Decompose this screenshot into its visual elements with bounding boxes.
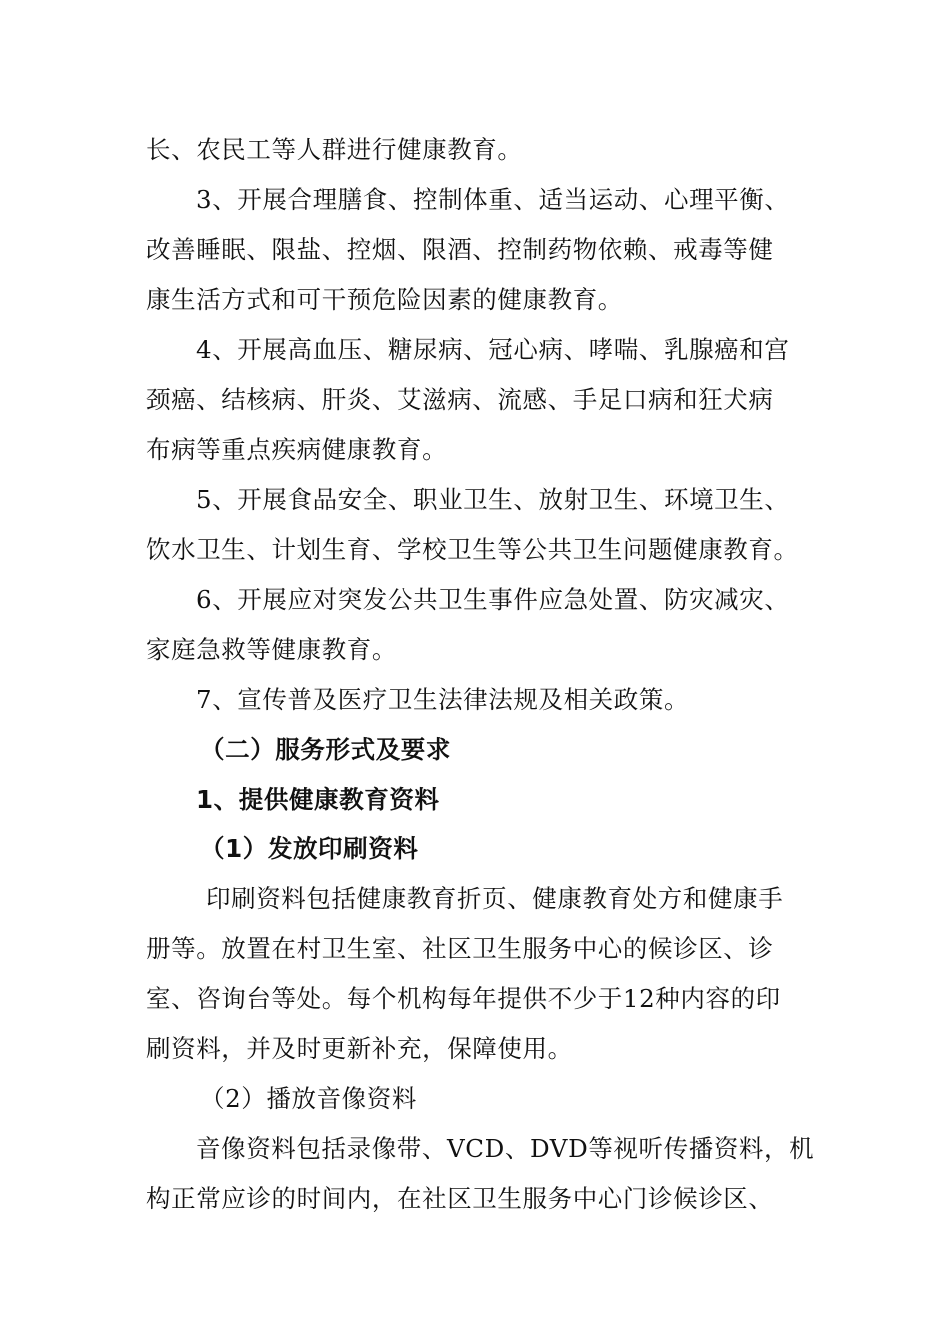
body-text-line: 家庭急救等健康教育。: [146, 635, 397, 664]
body-text-line: 册等。放置在村卫生室、社区卫生服务中心的候诊区、诊: [146, 934, 774, 963]
body-text-line: 印刷资料包括健康教育折页、健康教育处方和健康手: [206, 884, 784, 913]
body-text-line: 构正常应诊的时间内，在社区卫生服务中心门诊候诊区、: [146, 1184, 774, 1213]
body-text-line: 康生活方式和可干预危险因素的健康教育。: [146, 285, 623, 314]
subsection-heading: 1、提供健康教育资料: [196, 785, 440, 814]
section-heading: （二）服务形式及要求: [200, 735, 451, 764]
body-text-line: 颈癌、结核病、肝炎、艾滋病、流感、手足口病和狂犬病: [146, 385, 774, 414]
list-item-6: 6、开展应对突发公共卫生事件应急处置、防灾减灾、: [196, 585, 790, 614]
body-text-line: 改善睡眠、限盐、控烟、限酒、控制药物依赖、戒毒等健: [146, 235, 774, 264]
body-text-line: 长、农民工等人群进行健康教育。: [146, 135, 523, 164]
body-text-line: 音像资料包括录像带、VCD、DVD等视听传播资料，机: [196, 1134, 815, 1163]
list-item-3: 3、开展合理膳食、控制体重、适当运动、心理平衡、: [196, 185, 790, 214]
list-item-7: 7、宣传普及医疗卫生法律法规及相关政策。: [196, 685, 690, 714]
sub-subsection-heading: （1）发放印刷资料: [200, 834, 419, 863]
body-text-line: 布病等重点疾病健康教育。: [146, 435, 448, 464]
body-text-line: 饮水卫生、计划生育、学校卫生等公共卫生问题健康教育。: [146, 535, 799, 564]
list-item-5: 5、开展食品安全、职业卫生、放射卫生、环境卫生、: [196, 485, 790, 514]
body-text-line: 刷资料，并及时更新补充，保障使用。: [146, 1034, 573, 1063]
sub-subsection-heading: （2）播放音像资料: [200, 1084, 417, 1113]
list-item-4: 4、开展高血压、糖尿病、冠心病、哮喘、乳腺癌和宫: [196, 335, 790, 364]
body-text-line: 室、咨询台等处。每个机构每年提供不少于12种内容的印: [146, 984, 781, 1013]
